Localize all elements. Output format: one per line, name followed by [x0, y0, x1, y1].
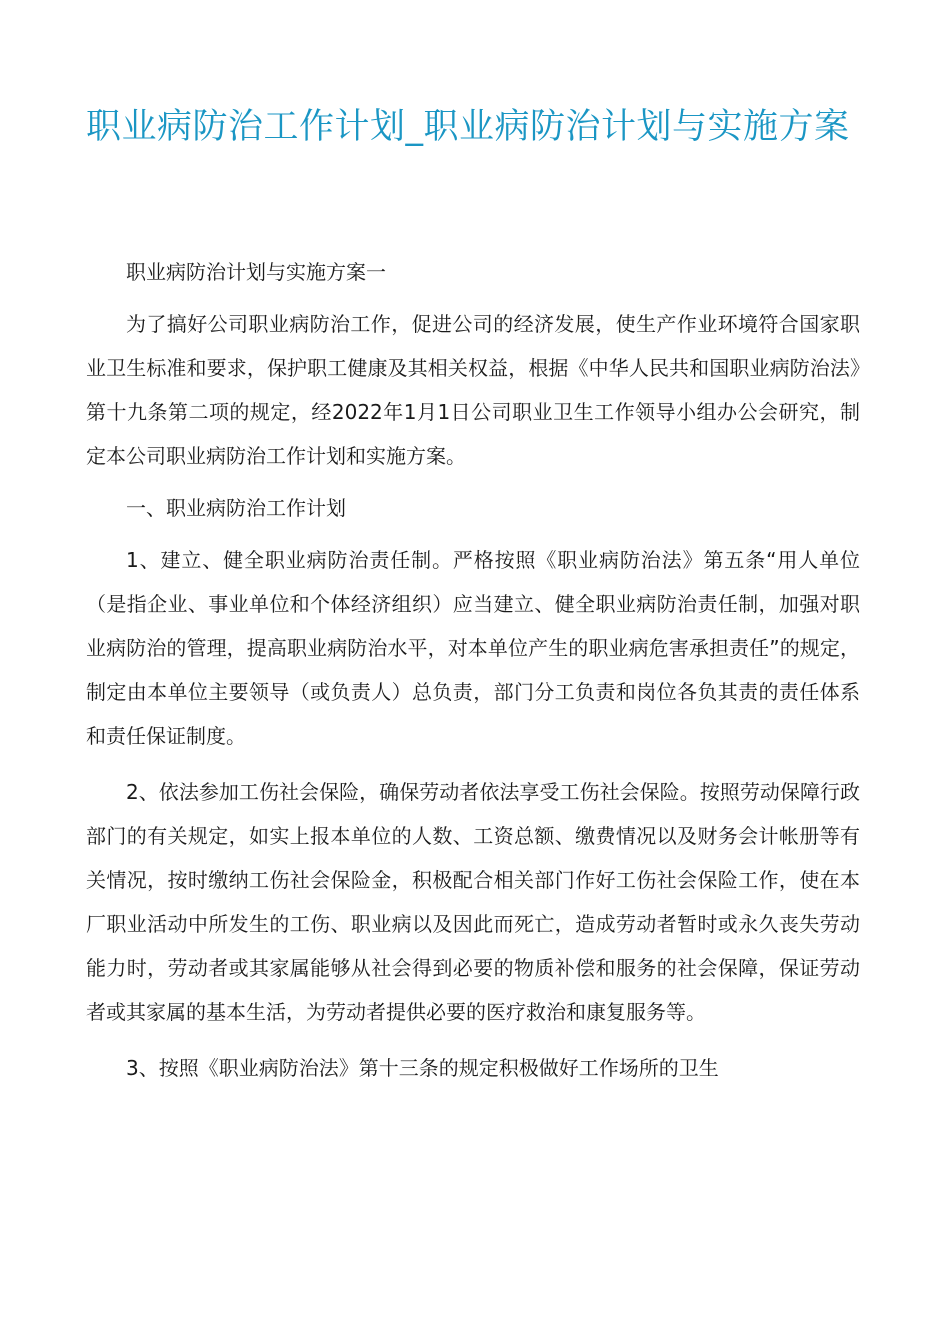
paragraph-item-3: 3、按照《职业病防治法》第十三条的规定积极做好工作场所的卫生	[126, 1056, 719, 1080]
document-title: 职业病防治工作计划_职业病防治计划与实施方案	[86, 107, 850, 147]
paragraph-plan-heading: 一、职业病防治工作计划	[126, 496, 346, 520]
paragraph-section-heading: 职业病防治计划与实施方案一	[126, 260, 386, 284]
document-body	[86, 250, 860, 1090]
paragraph-item-1: 1、建立、健全职业病防治责任制。严格按照《职业病防治法》第五条“用人单位（是指企业、事业单位和个体经济组织）应当建立、健全职业病防治责任制，加强对职业病防治的管理，提高职业病防治水平，对本单位产生的职业病危害承担责任”的规定，制定由本单位主要领导（或负责人）总负责，部门分工负责和岗位各负其责的责任体系和责任保证制度。	[86, 548, 860, 748]
paragraph-item-2: 2、依法参加工伤社会保险，确保劳动者依法享受工伤社会保险。按照劳动保障行政部门的有关规定，如实上报本单位的人数、工资总额、缴费情况以及财务会计帐册等有关情况，按时缴纳工伤社会保险金，积极配合相关部门作好工伤社会保险工作，使在本厂职业活动中所发生的工伤、职业病以及因此而死亡，造成劳动者暂时或永久丧失劳动能力时，劳动者或其家属能够从社会得到必要的物质补偿和服务的社会保障，保证劳动者或其家属的基本生活，为劳动者提供必要的医疗救治和康复服务等。	[86, 780, 860, 1024]
paragraph-intro: 为了搞好公司职业病防治工作，促进公司的经济发展，使生产作业环境符合国家职业卫生标准和要求，保护职工健康及其相关权益，根据《中华人民共和国职业病防治法》第十九条第二项的规定，经2022年1月1日公司职业卫生工作领导小组办公会研究，制定本公司职业病防治工作计划和实施方案。	[86, 312, 860, 468]
